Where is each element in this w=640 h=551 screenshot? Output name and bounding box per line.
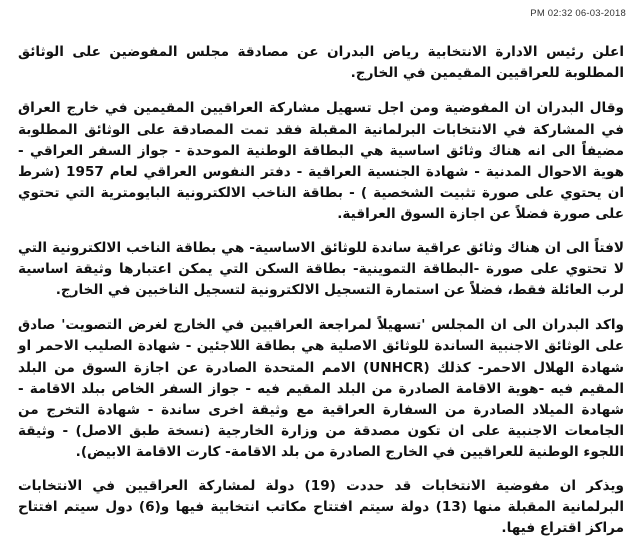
- article-paragraph: لافتاً الى ان هناك وثائق عراقية ساندة للوثائق الاساسية- هي بطاقة الناخب الالكترونية التي لا تحتوي على صورة -البطاقة التموينية- بطاقة السكن التي يمكن اعتبارها وثيقة اساسية لرب العائلة فقط، فضلاً عن استمارة التسجيل الالكترونية لتسجيل الناخبين في الخارج.: [18, 239, 624, 299]
- article-body: [18, 42, 624, 551]
- article-paragraph: اعلن رئيس الادارة الانتخابية رياض البدران عن مصادقة مجلس المفوضين على الوثائق المطلوبة للعراقيين المقيمين في الخارج.: [18, 44, 624, 82]
- article-paragraph: واكد البدران الى ان المجلس 'تسهيلاً لمراجعة العراقيين في الخارج لغرض التصويت' صادق على الوثائق الاجنبية الساندة للوثائق الاصلية هي بطاقة اللاجئين - شهادة الصليب الاحمر او شهادة الهلال الاحمر- كذلك (UNHCR) الامم المتحدة الصادرة عن اجازة السوق من البلد المقيم فيه -هوية الاقامة الصادرة من البلد المقيم فيه - جواز السفر الخاص ببلد الاقامة - شهادة الميلاد الصادرة من السفارة العراقية مع وثيقة اخرى ساندة - شهادة التخرج من الجامعات الاجنبية على ان تكون مصدقة من وزارة الخارجية (نسخة طبق الاصل) - وثيقة اللجوء الوطنية للعراقيين في الخارج الصادرة من بلد الاقامة- كارت الاقامة الابيض).: [18, 317, 624, 461]
- article-paragraph: وقال البدران ان المفوضية ومن اجل تسهيل مشاركة العراقيين المقيمين في خارج العراق في المشاركة في الانتخابات البرلمانية المقبلة فقد تمت المصادقة على الوثائق المطلوبة مضيفاً الى انه هناك وثائق اساسية هي البطاقة الوطنية الموحدة - جواز السفر العراقي - هوية الاحوال المدنية - شهادة الجنسية العراقية - دفتر النفوس العراقي لعام 1957 (شرط ان يحتوي على صورة تثبيت الشخصية ) - بطاقة الناخب الالكترونية البايومترية التي تحتوي على صورة فضلاً عن اجازة السوق العراقية.: [18, 100, 625, 223]
- publish-timestamp: PM 02:32 06-03-2018: [530, 8, 626, 19]
- article-paragraph: ويذكر ان مفوضية الانتخابات قد حددت (19) دولة لمشاركة العراقيين في الانتخابات البرلمانية المقبلة منها (13) دولة سيتم افتتاح مكاتب انتخابية فيها و(6) دول سيتم افتتاح مراكز اقتراع فيها.: [18, 477, 624, 537]
